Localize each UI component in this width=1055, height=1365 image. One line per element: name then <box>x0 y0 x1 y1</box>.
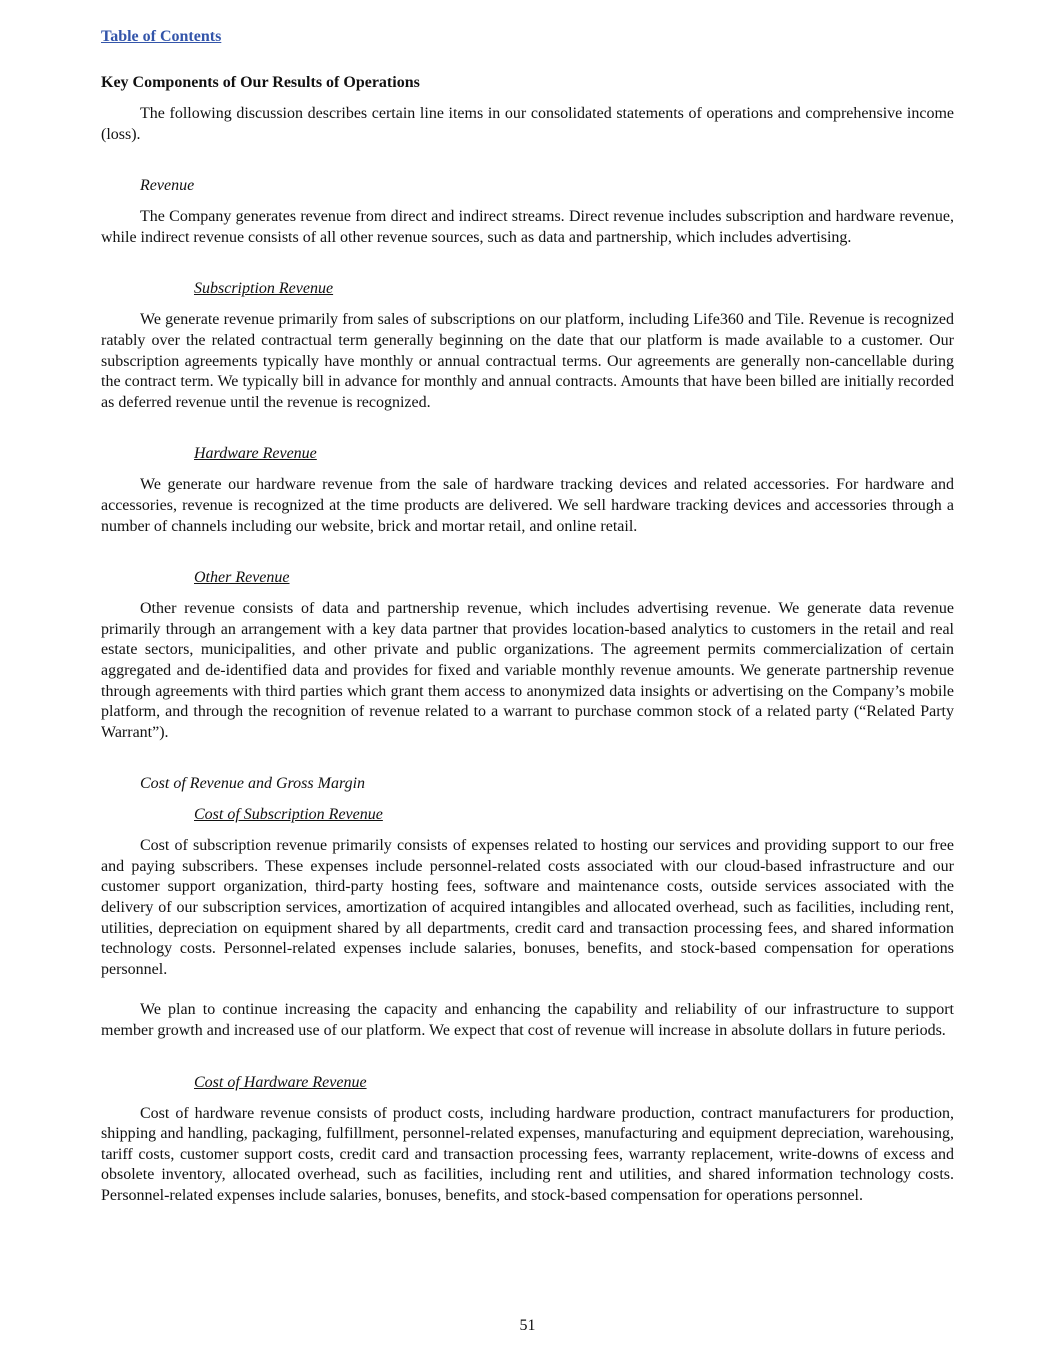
table-of-contents-link[interactable]: Table of Contents <box>101 28 222 45</box>
section-intro: The following discussion describes certain line items in our consolidated statements of operations and comprehensive income (loss). <box>101 105 954 143</box>
subscription-revenue-heading: Subscription Revenue <box>194 280 334 298</box>
page-number: 51 <box>519 1317 536 1334</box>
revenue-heading: Revenue <box>140 177 195 195</box>
section-title: Key Components of Our Results of Operations <box>101 74 420 91</box>
hardware-revenue-paragraph: We generate our hardware revenue from the sale of hardware tracking devices and related accessories. For hardware and accessories, revenue is recognized at the time products are delivered. We sell hardware tracking devices and accessories through a number of channels including our website, brick and mortar retail, and online retail. <box>101 476 954 535</box>
infrastructure-plan-paragraph: We plan to continue increasing the capacity and enhancing the capability and reliability of our infrastructure to support member growth and increased use of our platform. We expect that cost of revenue will increase in absolute dollars in future periods. <box>101 1001 954 1040</box>
cost-of-subscription-revenue-paragraph: Cost of subscription revenue primarily consists of expenses related to hosting our services and providing support to our free and paying subscribers. These expenses include personnel-related costs associated with our cloud-based infrastructure and our customer support organization, third-party hosting fees, software and maintenance costs, outside services associated with the delivery of our subscription services, amortization of acquired intangibles and allocated overhead, such as facilities, including rent, utilities, depreciation on equipment shared by all departments, credit card and transaction processing fees, and shared information technology costs. Personnel-related expenses include salaries, bonuses, benefits, and stock-based compensation for operations personnel. <box>101 837 954 978</box>
subscription-revenue-paragraph: We generate revenue primarily from sales of subscriptions on our platform, including Life360 and Tile. Revenue is recognized ratably over the related contractual term generally beginning on the date that our platform is made available to a customer. Our subscription agreements typically have monthly or annual contractual terms. Our agreements are generally non-cancellable during the contract term. We typically bill in advance for monthly and annual contracts. Amounts that have been billed are initially recorded as deferred revenue until the revenue is recognized. <box>101 311 954 411</box>
cost-of-subscription-revenue-heading: Cost of Subscription Revenue <box>194 806 383 824</box>
cost-of-hardware-revenue-paragraph: Cost of hardware revenue consists of product costs, including hardware production, contract manufacturers for production, shipping and handling, packaging, fulfillment, personnel-related expenses, manufacturing and equipment depreciation, warehousing, tariff costs, customer support costs, credit card and transaction processing fees, warranty replacement, write-downs of excess and obsolete inventory, allocated overhead, such as facilities, including rent and utilities, and shared information technology costs. Personnel-related expenses include salaries, bonuses, benefits, and stock-based compensation for operations personnel. <box>101 1104 954 1204</box>
hardware-revenue-heading: Hardware Revenue <box>194 445 317 463</box>
revenue-paragraph: The Company generates revenue from direct and indirect streams. Direct revenue includes subscription and hardware revenue, while indirect revenue consists of all other revenue sources, such as data and partnership, which includes advertising. <box>101 208 954 246</box>
cost-of-hardware-revenue-heading: Cost of Hardware Revenue <box>194 1073 367 1091</box>
document-page <box>101 26 954 1207</box>
other-revenue-paragraph: Other revenue consists of data and partnership revenue, which includes advertising revenue. We generate data revenue primarily through an arrangement with a key data partner that provides location-based analytics to customers in the retail and real estate sectors, municipalities, and other private and public organizations. The agreement permits commercialization of certain aggregated and de-identified data and provides for fixed and variable monthly revenue amounts. We generate partnership revenue through agreements with third parties which grant them access to anonymized data insights or advertising on the Company’s mobile platform, and through the recognition of revenue related to a warrant to purchase common stock of a related party (“Related Party Warrant”). <box>101 600 954 741</box>
cost-of-revenue-heading: Cost of Revenue and Gross Margin <box>140 775 366 793</box>
other-revenue-heading: Other Revenue <box>194 569 290 587</box>
